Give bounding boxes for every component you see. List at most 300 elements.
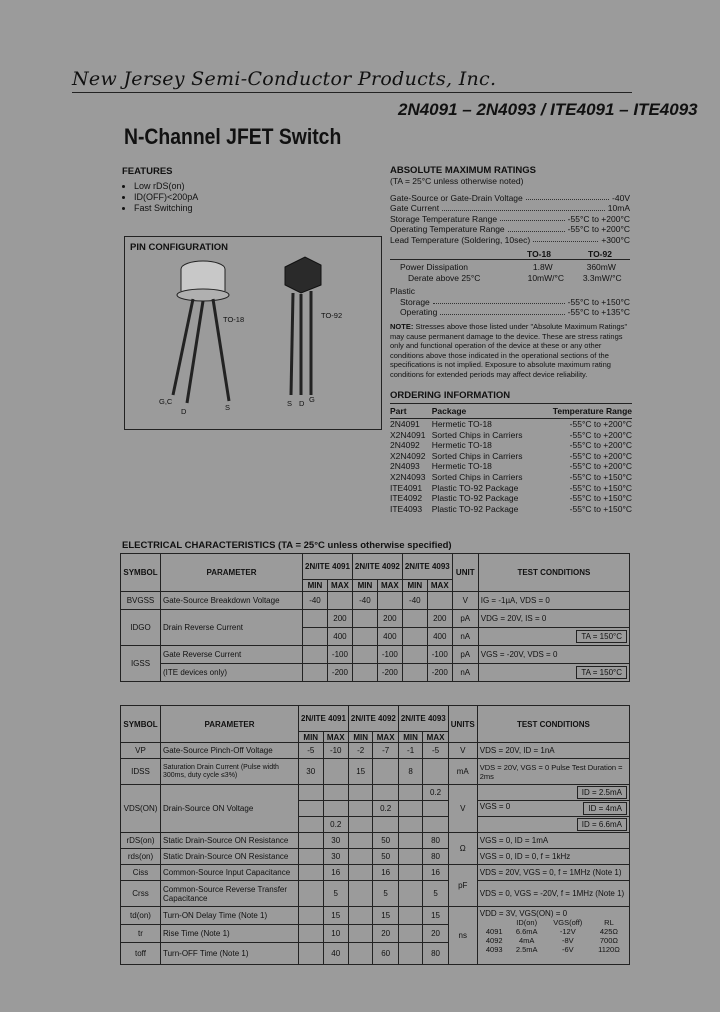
table-cell: nA: [452, 664, 478, 682]
table-cell: 0.2: [323, 817, 348, 833]
amr-heading: ABSOLUTE MAXIMUM RATINGS: [390, 165, 537, 176]
table-row: [390, 461, 632, 472]
table-cell: VP: [121, 743, 161, 759]
table-cell: [299, 785, 324, 801]
table-cell: VDS(ON): [121, 785, 161, 833]
table-cell: pA: [452, 646, 478, 664]
table-cell: Gate Reverse Current: [161, 646, 303, 664]
table-cell: [348, 865, 373, 881]
table-cell: -6V: [561, 945, 574, 954]
column-header: MAX: [377, 580, 402, 592]
table-cell: 50: [373, 849, 398, 865]
features-list: [122, 181, 198, 214]
table-cell: Common-Source Input Capacitance: [161, 865, 299, 881]
table-cell: [373, 817, 398, 833]
pkg-col: TO-18: [527, 249, 551, 259]
ordering-heading: ORDERING INFORMATION: [390, 390, 511, 401]
column-header: MAX: [423, 732, 448, 743]
amr-label: Storage Temperature Range: [390, 213, 498, 224]
table-row: [390, 483, 632, 494]
table-cell: BVGSS: [121, 592, 161, 610]
table-cell: 4093: [485, 945, 503, 954]
table-cell: [299, 907, 324, 925]
table-cell: 80: [423, 849, 448, 865]
table-cell: Common-Source Reverse Transfer Capacitance: [161, 881, 299, 907]
amr-row: [390, 235, 630, 246]
amr-value: -55°C to +200°C: [567, 224, 630, 234]
table-cell: -55°C to +200°C: [569, 419, 632, 429]
table-cell: Ω: [448, 833, 477, 865]
table-cell: -55°C to +200°C: [569, 461, 632, 472]
column-header: MAX: [327, 580, 352, 592]
pin-label: S: [225, 403, 231, 412]
table-cell: Plastic TO-92 Package: [431, 503, 519, 514]
switching-table: [480, 918, 627, 954]
table-cell: -200: [327, 664, 352, 682]
table-cell: X2N4093: [390, 471, 426, 482]
table-cell: IDSS: [121, 759, 161, 785]
table-cell: -40: [402, 592, 427, 610]
table-cell: Static Drain-Source ON Resistance: [161, 849, 299, 865]
table-row: [121, 785, 630, 801]
column-header: UNIT: [452, 554, 478, 592]
power-val: 1.8W: [532, 262, 553, 272]
table-row: [121, 610, 630, 628]
power-label: Power Dissipation: [400, 262, 469, 272]
column-header: MIN: [352, 580, 377, 592]
column-header: MAX: [373, 732, 398, 743]
table-cell: [373, 785, 398, 801]
pkg-header: [390, 249, 630, 260]
table-cell: [478, 664, 629, 682]
table-cell: -55°C to +150°C: [569, 503, 632, 514]
table-cell: -2: [348, 743, 373, 759]
table-cell: V: [448, 785, 477, 833]
table-cell: [323, 801, 348, 817]
to18-label: TO-18: [223, 315, 245, 324]
table-cell: Plastic TO-92 Package: [431, 493, 519, 504]
table-cell: Hermetic TO-18: [431, 419, 492, 429]
table-cell: 4091: [485, 927, 503, 936]
table-cell: Ciss: [121, 865, 161, 881]
column-header: TEST CONDITIONS: [478, 554, 629, 592]
power-row: [390, 262, 630, 273]
table-cell: 80: [423, 943, 448, 965]
column-header: SYMBOL: [121, 554, 161, 592]
amr-label: Operating Temperature Range: [390, 224, 505, 234]
table-cell: mA: [448, 759, 477, 785]
table-cell: rDS(on): [121, 833, 161, 849]
amr-row: [390, 203, 630, 214]
table-cell: [303, 610, 328, 628]
amr-label: Gate-Source or Gate-Drain Voltage: [390, 192, 523, 203]
column-header: MIN: [348, 732, 373, 743]
table-cell: [478, 628, 629, 646]
plastic-row-label: Operating: [400, 307, 438, 317]
table-cell: [352, 610, 377, 628]
table-cell: 80: [423, 833, 448, 849]
table-cell: 0.2: [373, 801, 398, 817]
table-cell: V: [452, 592, 478, 610]
table-cell: 400: [377, 628, 402, 646]
amr-value: +300°C: [601, 234, 630, 245]
table-cell: ID = 6.6mA: [477, 817, 629, 833]
plastic-label: Plastic: [390, 286, 416, 296]
table-cell: [377, 592, 402, 610]
table-cell: [423, 817, 448, 833]
table-cell: [402, 664, 427, 682]
table-cell: pF: [448, 865, 477, 907]
pin-label: S: [287, 399, 293, 408]
table-cell: 15: [373, 907, 398, 925]
table-cell: Turn-OFF Time (Note 1): [161, 943, 299, 965]
table-cell: td(on): [121, 907, 161, 925]
device-header: 2N/ITE 4092: [352, 554, 402, 580]
plastic-row-value: -55°C to +135°C: [567, 307, 630, 317]
table-cell: RL: [604, 918, 614, 927]
table-cell: ITE4092: [390, 493, 423, 504]
column-header: 2N/ITE 4092: [348, 706, 398, 732]
column-header: Temperature Range: [539, 404, 632, 419]
pin-label: G: [309, 395, 315, 404]
table-cell: ID(on): [516, 918, 538, 927]
table-row: [121, 664, 630, 682]
table-row: [390, 430, 632, 441]
table-cell: Hermetic TO-18: [431, 461, 492, 472]
table-cell: 5: [373, 881, 398, 907]
table-cell: [398, 865, 423, 881]
table-cell: 2N4093: [390, 461, 420, 472]
table-cell: VGS = 0, ID = 1mA: [477, 833, 629, 849]
table-cell: [348, 849, 373, 865]
table-row: [121, 849, 630, 865]
plastic-row-value: -55°C to +150°C: [567, 296, 630, 307]
table-cell: [299, 865, 324, 881]
table-cell: 1120Ω: [598, 945, 620, 954]
column-header: MAX: [427, 580, 452, 592]
table-row: [390, 472, 632, 483]
table-cell: [323, 785, 348, 801]
table-cell: Hermetic TO-18: [431, 440, 492, 451]
amr-value: 10mA: [607, 203, 630, 213]
table-cell: [352, 646, 377, 664]
temp-condition-badge: TA = 150°C: [576, 630, 627, 643]
table-cell: -5: [423, 743, 448, 759]
table-cell: IGSS: [121, 646, 161, 682]
table-cell: [348, 907, 373, 925]
ordering-table: [390, 403, 632, 514]
column-header: MIN: [299, 732, 324, 743]
table-cell: [398, 785, 423, 801]
feature-item: • ID(OFF)<200pA: [134, 192, 198, 203]
table-cell: ITE4093: [390, 503, 423, 514]
table-cell: Rise Time (Note 1): [161, 925, 299, 943]
table-cell: [299, 801, 324, 817]
table-cell: 8: [398, 759, 423, 785]
table-row: [121, 646, 630, 664]
table-cell: 16: [373, 865, 398, 881]
table-cell: [402, 628, 427, 646]
ec-table-2-grid: [120, 705, 630, 965]
table-cell: [348, 943, 373, 965]
table-cell: -8V: [561, 936, 574, 945]
table-cell: -200: [427, 664, 452, 682]
company-brand: New Jersey Semi-Conductor Products, Inc.: [72, 68, 497, 90]
ordering-information: [390, 390, 632, 514]
absolute-max-ratings: [390, 165, 630, 318]
table-cell: -55°C to +150°C: [569, 493, 632, 504]
table-cell: -100: [427, 646, 452, 664]
table-cell: 2.5mA: [515, 945, 538, 954]
table-cell: ID = 2.5mA: [477, 785, 629, 801]
table-cell: pA: [452, 610, 478, 628]
to18-package-icon: [173, 261, 229, 403]
table-cell: Turn-ON Delay Time (Note 1): [161, 907, 299, 925]
column-header: UNITS: [448, 706, 477, 743]
table-cell: 50: [373, 833, 398, 849]
table-cell: [477, 907, 629, 965]
table-cell: Crss: [121, 881, 161, 907]
table-cell: [402, 610, 427, 628]
table-cell: 16: [423, 865, 448, 881]
table-row: [121, 592, 630, 610]
table-cell: 2N4091: [390, 419, 420, 429]
table-cell: Gate-Source Breakdown Voltage: [161, 592, 303, 610]
table-cell: 200: [427, 610, 452, 628]
table-cell: 16: [323, 865, 348, 881]
table-cell: -200: [377, 664, 402, 682]
table-cell: Sorted Chips in Carriers: [431, 450, 523, 461]
table-cell: 400: [327, 628, 352, 646]
table-cell: VDS = 20V, ID = 1nA: [477, 743, 629, 759]
table-cell: 30: [299, 759, 324, 785]
table-cell: 700Ω: [599, 936, 619, 945]
device-header: 2N/ITE 4093: [402, 554, 452, 580]
table-cell: [423, 801, 448, 817]
pkg-col: TO-92: [588, 249, 612, 259]
pin-label: D: [181, 407, 187, 416]
table-cell: [423, 759, 448, 785]
table-cell: 15: [348, 759, 373, 785]
table-cell: -55°C to +200°C: [569, 440, 632, 451]
amr-value: -40V: [612, 192, 630, 203]
table-cell: [348, 817, 373, 833]
table-row: [390, 440, 632, 451]
derate-val: 10mW/°C: [527, 272, 565, 283]
table-cell: VDS = 0, VGS = -20V, f = 1MHz (Note 1): [477, 881, 629, 907]
table-row: [121, 881, 630, 907]
amr-condition: (TA = 25°C unless otherwise noted): [390, 176, 524, 186]
feature-item: • Low rDS(on): [134, 181, 198, 192]
table-cell: [352, 628, 377, 646]
table-cell: X2N4091: [390, 429, 426, 440]
table-cell: [480, 918, 509, 927]
table-cell: [348, 785, 373, 801]
table-cell: [323, 759, 348, 785]
table-cell: [398, 907, 423, 925]
table-cell: IG = -1µA, VDS = 0: [478, 592, 629, 610]
table-cell: Drain-Source ON Voltage: [161, 785, 299, 833]
amr-row: [390, 224, 630, 235]
table-cell: VDS = 20V, VGS = 0 Pulse Test Duration = 2ms: [477, 759, 629, 785]
table-cell: 0.2: [423, 785, 448, 801]
column-header: Package: [432, 404, 539, 419]
table-cell: 200: [377, 610, 402, 628]
table-cell: [299, 817, 324, 833]
derate-val: 3.3mW/°C: [582, 272, 622, 283]
table-cell: VGS(off): [553, 918, 583, 927]
pin-configuration-box: [124, 236, 382, 430]
table-cell: rds(on): [121, 849, 161, 865]
amr-row: [390, 193, 630, 204]
table-cell: ns: [448, 907, 477, 965]
table-cell: -55°C to +200°C: [569, 429, 632, 440]
table-row: [390, 451, 632, 462]
table-cell: 6.6mA: [515, 927, 538, 936]
table-cell: [402, 646, 427, 664]
table-row: [390, 419, 632, 430]
table-cell: ITE4091: [390, 482, 423, 493]
table-cell: VDG = 20V, IS = 0: [478, 610, 629, 628]
table-cell: -55°C to +150°C: [569, 471, 632, 482]
table-cell: VDS = 20V, VGS = 0, f = 1MHz (Note 1): [477, 865, 629, 881]
table-cell: [303, 628, 328, 646]
table-row: [390, 493, 632, 504]
table-cell: 30: [323, 833, 348, 849]
table-cell: 15: [323, 907, 348, 925]
switching-condition: VDD = 3V, VGS(ON) = 0: [479, 909, 568, 918]
table-cell: 5: [323, 881, 348, 907]
column-header: 2N/ITE 4091: [299, 706, 349, 732]
note-text: Stresses above those listed under "Absolute Maximum Ratings" may cause permanent damage to the device. These are stress ratings only and functional operation of the device at these or any other conditions above those indicated in the operational sections of the specifications is not implied. Exposure to absolute maximum rating conditions for extended periods may affect device reliability.: [390, 322, 628, 379]
table-row: [121, 865, 630, 881]
table-cell: -1: [398, 743, 423, 759]
column-header: MIN: [398, 732, 423, 743]
table-cell: [398, 817, 423, 833]
table-cell: [398, 943, 423, 965]
table-cell: -55°C to +200°C: [569, 450, 632, 461]
table-cell: 20: [423, 925, 448, 943]
derate-row: [390, 273, 630, 284]
column-header: MIN: [303, 580, 328, 592]
table-row: [390, 504, 632, 515]
table-cell: 20: [373, 925, 398, 943]
ec-table-1: [120, 553, 630, 682]
derate-label: Derate above 25°C: [408, 272, 481, 283]
table-cell: [398, 925, 423, 943]
table-cell: [299, 849, 324, 865]
table-cell: -5: [299, 743, 324, 759]
column-header: PARAMETER: [161, 706, 299, 743]
amr-row: [390, 214, 630, 225]
table-row: [121, 743, 630, 759]
plastic-row-label: Storage: [400, 296, 430, 307]
device-header: 2N/ITE 4091: [303, 554, 353, 580]
table-cell: [299, 881, 324, 907]
table-cell: VGS = 0, ID = 0, f = 1kHz: [477, 849, 629, 865]
table-cell: Gate-Source Pinch-Off Voltage: [161, 743, 299, 759]
column-header: MAX: [323, 732, 348, 743]
table-cell: [327, 592, 352, 610]
brand-rule: [72, 92, 632, 93]
ec-table-1-grid: [120, 553, 630, 682]
table-cell: [398, 801, 423, 817]
table-cell: Saturation Drain Current (Pulse width 300ms, duty cycle ≤3%): [161, 759, 299, 785]
pin-label: D: [299, 399, 305, 408]
ec-heading: ELECTRICAL CHARACTERISTICS (TA = 25°C unless otherwise specified): [122, 540, 452, 551]
column-header: 2N/ITE 4093: [398, 706, 448, 732]
table-cell: VGS = -20V, VDS = 0: [478, 646, 629, 664]
column-header: MIN: [402, 580, 427, 592]
temp-condition-badge: TA = 150°C: [576, 666, 627, 679]
table-cell: IDGO: [121, 610, 161, 646]
table-cell: -100: [327, 646, 352, 664]
ordering-header-row: [390, 404, 632, 419]
column-header: PARAMETER: [161, 554, 303, 592]
feature-item: • Fast Switching: [134, 203, 198, 214]
table-cell: [373, 759, 398, 785]
table-cell: 4092: [485, 936, 503, 945]
table-cell: -12V: [559, 927, 576, 936]
table-cell: 5: [423, 881, 448, 907]
table-cell: 200: [327, 610, 352, 628]
table-cell: 60: [373, 943, 398, 965]
ec-table-2: [120, 705, 630, 965]
table-cell: (ITE devices only): [161, 664, 303, 682]
table-cell: [303, 664, 328, 682]
features-heading: FEATURES: [122, 166, 173, 177]
table-cell: -40: [303, 592, 328, 610]
pin-label: G,C: [159, 397, 173, 406]
table-cell: -100: [377, 646, 402, 664]
table-cell: 2N4092: [390, 440, 420, 451]
plastic-row: [390, 297, 630, 308]
amr-value: -55°C to +200°C: [567, 213, 630, 224]
table-cell: tr: [121, 925, 161, 943]
to92-package-icon: [285, 257, 321, 395]
table-cell: [348, 833, 373, 849]
part-numbers: 2N4091 – 2N4093 / ITE4091 – ITE4093: [398, 100, 698, 119]
table-cell: nA: [452, 628, 478, 646]
table-cell: -55°C to +150°C: [569, 482, 632, 493]
amr-label: Gate Current: [390, 203, 440, 213]
plastic-row: [390, 307, 630, 318]
table-cell: [398, 849, 423, 865]
table-cell: Sorted Chips in Carriers: [431, 471, 523, 482]
table-row: [121, 759, 630, 785]
table-cell: VGS = 0 ID = 4mA: [477, 801, 629, 817]
stress-note: [390, 322, 630, 380]
amr-label: Lead Temperature (Soldering, 10sec): [390, 234, 531, 245]
table-cell: -40: [352, 592, 377, 610]
table-cell: -7: [373, 743, 398, 759]
note-label: NOTE:: [390, 322, 414, 331]
table-cell: 40: [323, 943, 348, 965]
table-cell: Plastic TO-92 Package: [431, 482, 519, 493]
table-cell: [299, 943, 324, 965]
table-cell: Drain Reverse Current: [161, 610, 303, 646]
to92-label: TO-92: [321, 311, 343, 320]
table-cell: 4mA: [518, 936, 535, 945]
table-cell: [398, 833, 423, 849]
table-cell: -10: [323, 743, 348, 759]
table-row: [121, 907, 630, 925]
table-cell: 10: [323, 925, 348, 943]
table-cell: [352, 664, 377, 682]
table-cell: [348, 925, 373, 943]
table-row: [121, 833, 630, 849]
table-cell: [398, 881, 423, 907]
